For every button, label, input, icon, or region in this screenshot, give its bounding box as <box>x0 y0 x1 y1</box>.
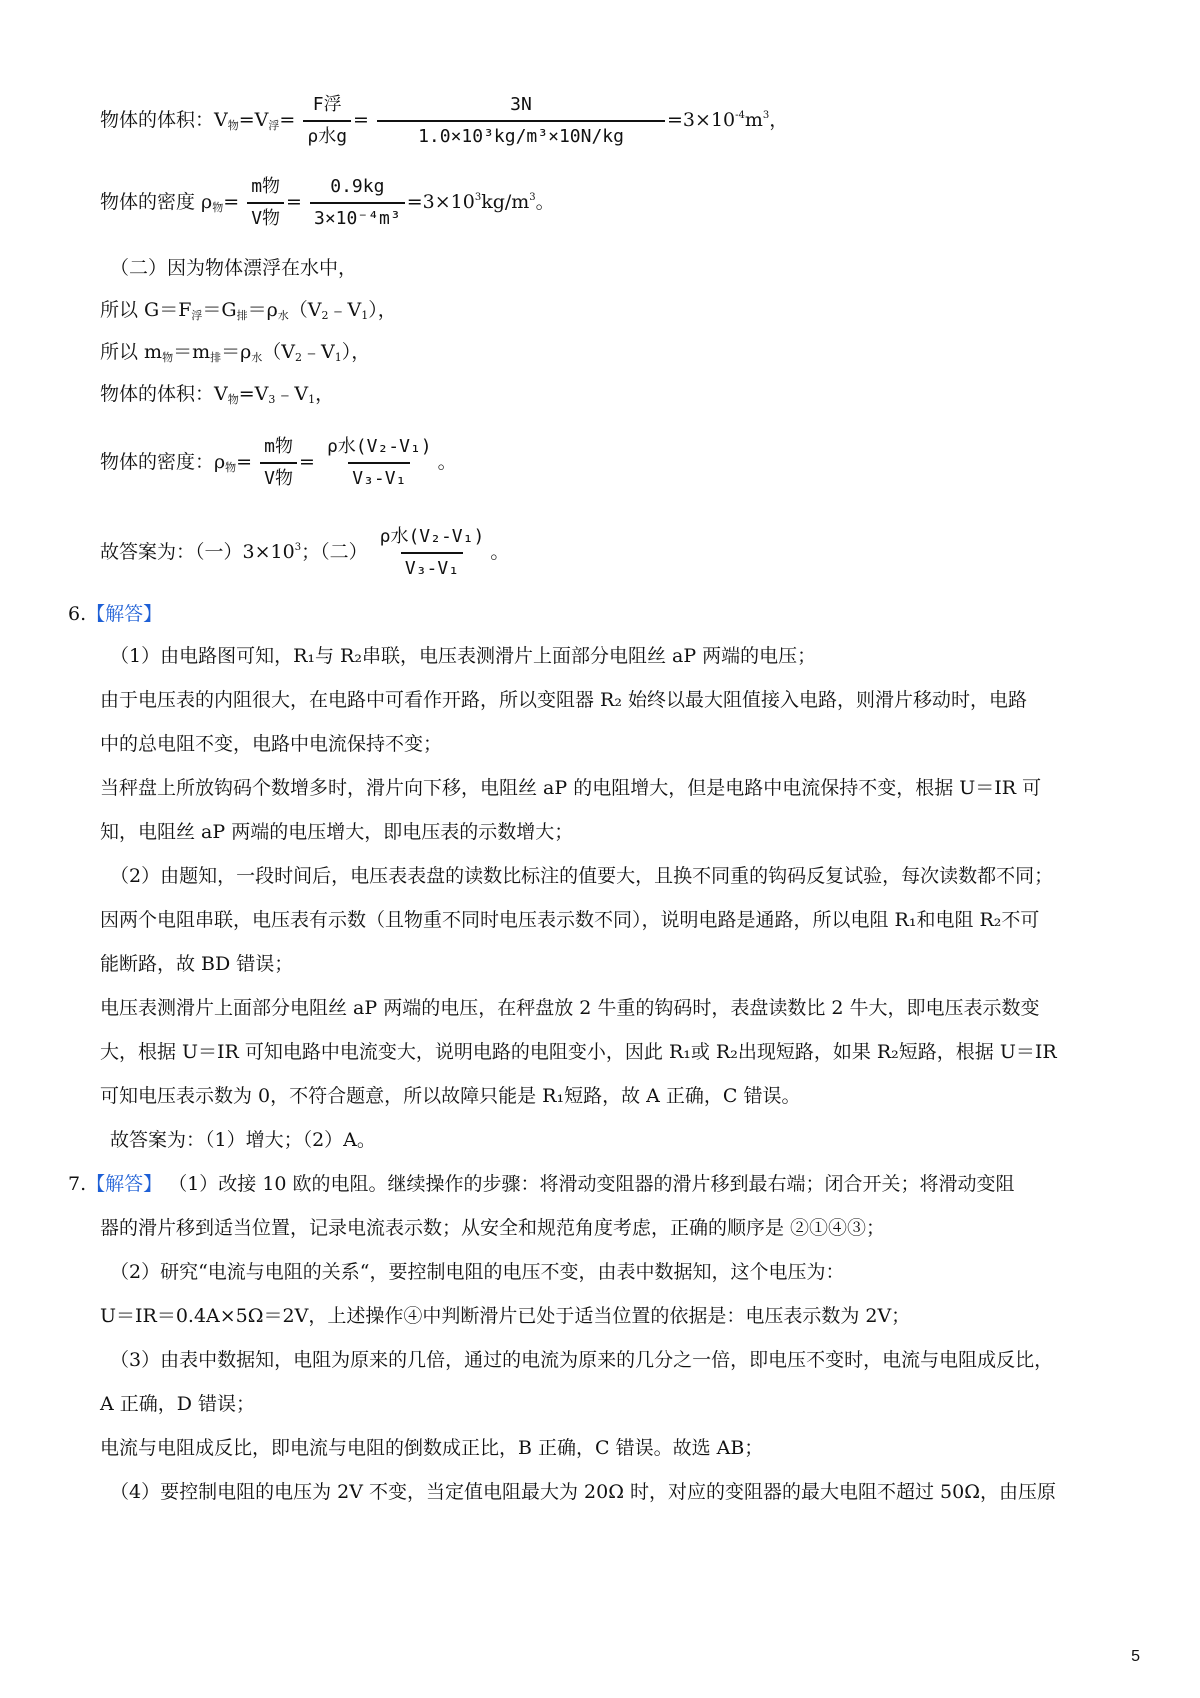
denominator: V₃-V₁ <box>401 552 463 582</box>
part2-line-density <box>100 434 457 492</box>
subscript: 1 <box>308 393 316 406</box>
text: = <box>223 191 240 213</box>
q6-paragraph: （1）由电路图可知，R₁与 R₂串联，电压表测滑片上面部分电阻丝 aP 两端的电压； <box>110 645 817 667</box>
text: ＝ρ <box>247 299 278 321</box>
q6-paragraph: 中的总电阻不变，电路中电流保持不变； <box>100 733 443 755</box>
denominator: 3×10⁻⁴m³ <box>310 202 405 232</box>
superscript: 3 <box>474 192 482 203</box>
q6-paragraph: 由于电压表的内阻很大，在电路中可看作开路，所以变阻器 R₂ 始终以最大阻值接入电路，则滑片移动时，电路 <box>100 689 1028 711</box>
text: （V <box>262 341 295 363</box>
text: ﹣V <box>302 341 335 363</box>
volume-formula-line <box>100 92 788 150</box>
text: 物体的体积：V <box>100 383 228 405</box>
q6-paragraph: 可知电压表示数为 0，不符合题意，所以故障只能是 R₁短路，故 A 正确，C 错误。 <box>100 1085 801 1107</box>
superscript: -4 <box>735 110 745 121</box>
q7-paragraph: U＝IR＝0.4A×5Ω＝2V，上述操作④中判断滑片已处于适当位置的依据是：电压表示数为 2V； <box>100 1305 911 1327</box>
text: 物体的密度：ρ <box>100 451 226 473</box>
q6-paragraph: 当秤盘上所放钩码个数增多时，滑片向下移，电阻丝 aP 的电阻增大，但是电路中电流保持不变，根据 U＝IR 可 <box>100 777 1042 799</box>
numerator: 3N <box>510 94 532 115</box>
denominator: ρ水g <box>303 120 351 150</box>
q7-paragraph: （2）研究“电流与电阻的关系“，要控制电阻的电压不变，由表中数据知，这个电压为： <box>110 1261 845 1283</box>
text: = <box>279 109 296 131</box>
subscript: 物 <box>225 461 237 474</box>
q6-paragraph: （2）由题知，一段时间后，电压表表盘的读数比标注的值要大，且换不同重的钩码反复试验，每次读数都不同； <box>110 865 1054 887</box>
subscript: 1 <box>361 309 369 322</box>
q6-paragraph: 因两个电阻串联，电压表有示数（且物重不同时电压表示数不同），说明电路是通路，所以电阻 R₁和电阻 R₂不可 <box>100 909 1040 931</box>
q7-paragraph: A 正确，D 错误； <box>100 1393 256 1415</box>
numerator: F浮 <box>312 94 342 115</box>
subscript: 水 <box>277 309 289 322</box>
q6-answer: 故答案为：（1）增大；（2）A。 <box>110 1129 376 1151</box>
text: ， <box>315 383 335 405</box>
text: ）， <box>341 341 371 363</box>
q7-paragraph: （4）要控制电阻的电压为 2V 不变，当定值电阻最大为 20Ω 时，对应的变阻器的最大电阻不超过 50Ω，由压原 <box>110 1481 1056 1503</box>
text: ）， <box>368 299 397 321</box>
text: （V <box>288 299 322 321</box>
numerator: ρ水(V₂-V₁) <box>326 436 432 457</box>
subscript: 物 <box>227 393 239 406</box>
fraction-density-expression <box>323 434 436 492</box>
text: m <box>744 109 763 131</box>
text: 物体的体积：V <box>100 109 228 131</box>
subscript: 水 <box>251 351 263 364</box>
numerator: m物 <box>251 176 281 197</box>
text: =3×10 <box>406 191 475 213</box>
text: 物体的密度 ρ <box>100 191 213 213</box>
text: = <box>236 451 253 473</box>
numerator: 0.9kg <box>330 176 385 197</box>
fraction-volume-values <box>377 92 665 150</box>
text: =V <box>238 383 269 405</box>
subscript: 3 <box>268 393 276 406</box>
part2-line-g <box>100 296 397 330</box>
text: ＝G <box>202 299 237 321</box>
page-number: 5 <box>1131 1648 1140 1665</box>
q7-paragraph: （3）由表中数据知，电阻为原来的几倍，通过的电流为原来的几分之一倍，即电压不变时，电流与电阻成反比， <box>110 1349 1054 1371</box>
text: kg/m <box>481 191 530 213</box>
answer-tag: 【解答】 <box>86 1173 163 1195</box>
part2-intro: （二）因为物体漂浮在水中， <box>110 257 358 279</box>
text: 。 <box>490 541 510 563</box>
numerator: ρ水(V₂-V₁) <box>379 526 485 547</box>
text: =3×10 <box>667 109 736 131</box>
text: 。 <box>437 451 457 473</box>
text: = <box>286 191 302 213</box>
subscript: 物 <box>227 119 239 132</box>
denominator: 1.0×10³kg/m³×10N/kg <box>377 120 665 150</box>
fraction-buoyancy <box>303 92 351 150</box>
denominator: V₃-V₁ <box>348 462 410 492</box>
q6-paragraph: 知，电阻丝 aP 两端的电压增大，即电压表的示数增大； <box>100 821 574 843</box>
subscript: 物 <box>162 351 174 364</box>
subscript: 1 <box>334 351 342 364</box>
question-number: 7. <box>68 1173 87 1195</box>
fraction-answer <box>376 524 489 582</box>
question-number: 6. <box>68 603 87 625</box>
subscript: 排 <box>210 351 222 364</box>
subscript: 2 <box>321 309 329 322</box>
text: ＝m <box>173 341 211 363</box>
text: 所以 G＝F <box>100 299 192 321</box>
superscript: 3 <box>529 192 536 203</box>
subscript: 物 <box>212 201 224 214</box>
q7-heading <box>68 1170 1015 1198</box>
text: = <box>298 451 315 473</box>
text: ＝ρ <box>221 341 252 363</box>
q7-paragraph: （1）改接 10 欧的电阻。继续操作的步骤：将滑动变阻器的滑片移到最右端；闭合开关；将滑动变阻 <box>168 1173 1015 1195</box>
subscript: 2 <box>295 351 302 364</box>
text: 。 <box>535 191 555 213</box>
subscript: 浮 <box>191 309 203 322</box>
text: ；（二） <box>301 541 368 563</box>
subscript: 浮 <box>268 119 280 132</box>
q6-paragraph: 大，根据 U＝IR 可知电路中电流变大，说明电路的电阻变小，因此 R₁或 R₂出现短路，如果 R₂短路，根据 U＝IR <box>100 1041 1057 1063</box>
answer-tag: 【解答】 <box>86 603 163 625</box>
density-formula-line <box>100 174 555 232</box>
fraction-mass-volume <box>247 174 284 232</box>
fraction-density-values <box>310 174 405 232</box>
q7-paragraph: 电流与电阻成反比，即电流与电阻的倒数成正比，B 正确，C 错误。故选 AB； <box>100 1437 764 1459</box>
superscript: 3 <box>294 542 302 553</box>
text: ， <box>769 109 789 131</box>
q6-heading <box>68 600 162 628</box>
text: =V <box>238 109 269 131</box>
text: ﹣V <box>328 299 362 321</box>
fraction-mass-volume-2 <box>260 434 297 492</box>
q7-paragraph: 器的滑片移到适当位置，记录电流表示数；从安全和规范角度考虑，正确的顺序是 ②①④③； <box>100 1217 886 1239</box>
text: 故答案为：（一）3×10 <box>100 541 295 563</box>
denominator: V物 <box>247 202 284 232</box>
numerator: m物 <box>264 436 293 457</box>
superscript: 3 <box>762 110 770 121</box>
text: = <box>353 109 369 131</box>
denominator: V物 <box>260 462 297 492</box>
q6-paragraph: 电压表测滑片上面部分电阻丝 aP 两端的电压，在秤盘放 2 牛重的钩码时，表盘读数比 2 牛大，即电压表示数变 <box>100 997 1040 1019</box>
text: ﹣V <box>275 383 309 405</box>
part2-line-m <box>100 338 370 372</box>
q6-paragraph: 能断路，故 BD 错误； <box>100 953 294 975</box>
part2-answer <box>100 524 509 582</box>
part2-line-volume <box>100 380 334 414</box>
text: 所以 m <box>100 341 163 363</box>
subscript: 排 <box>236 309 248 322</box>
